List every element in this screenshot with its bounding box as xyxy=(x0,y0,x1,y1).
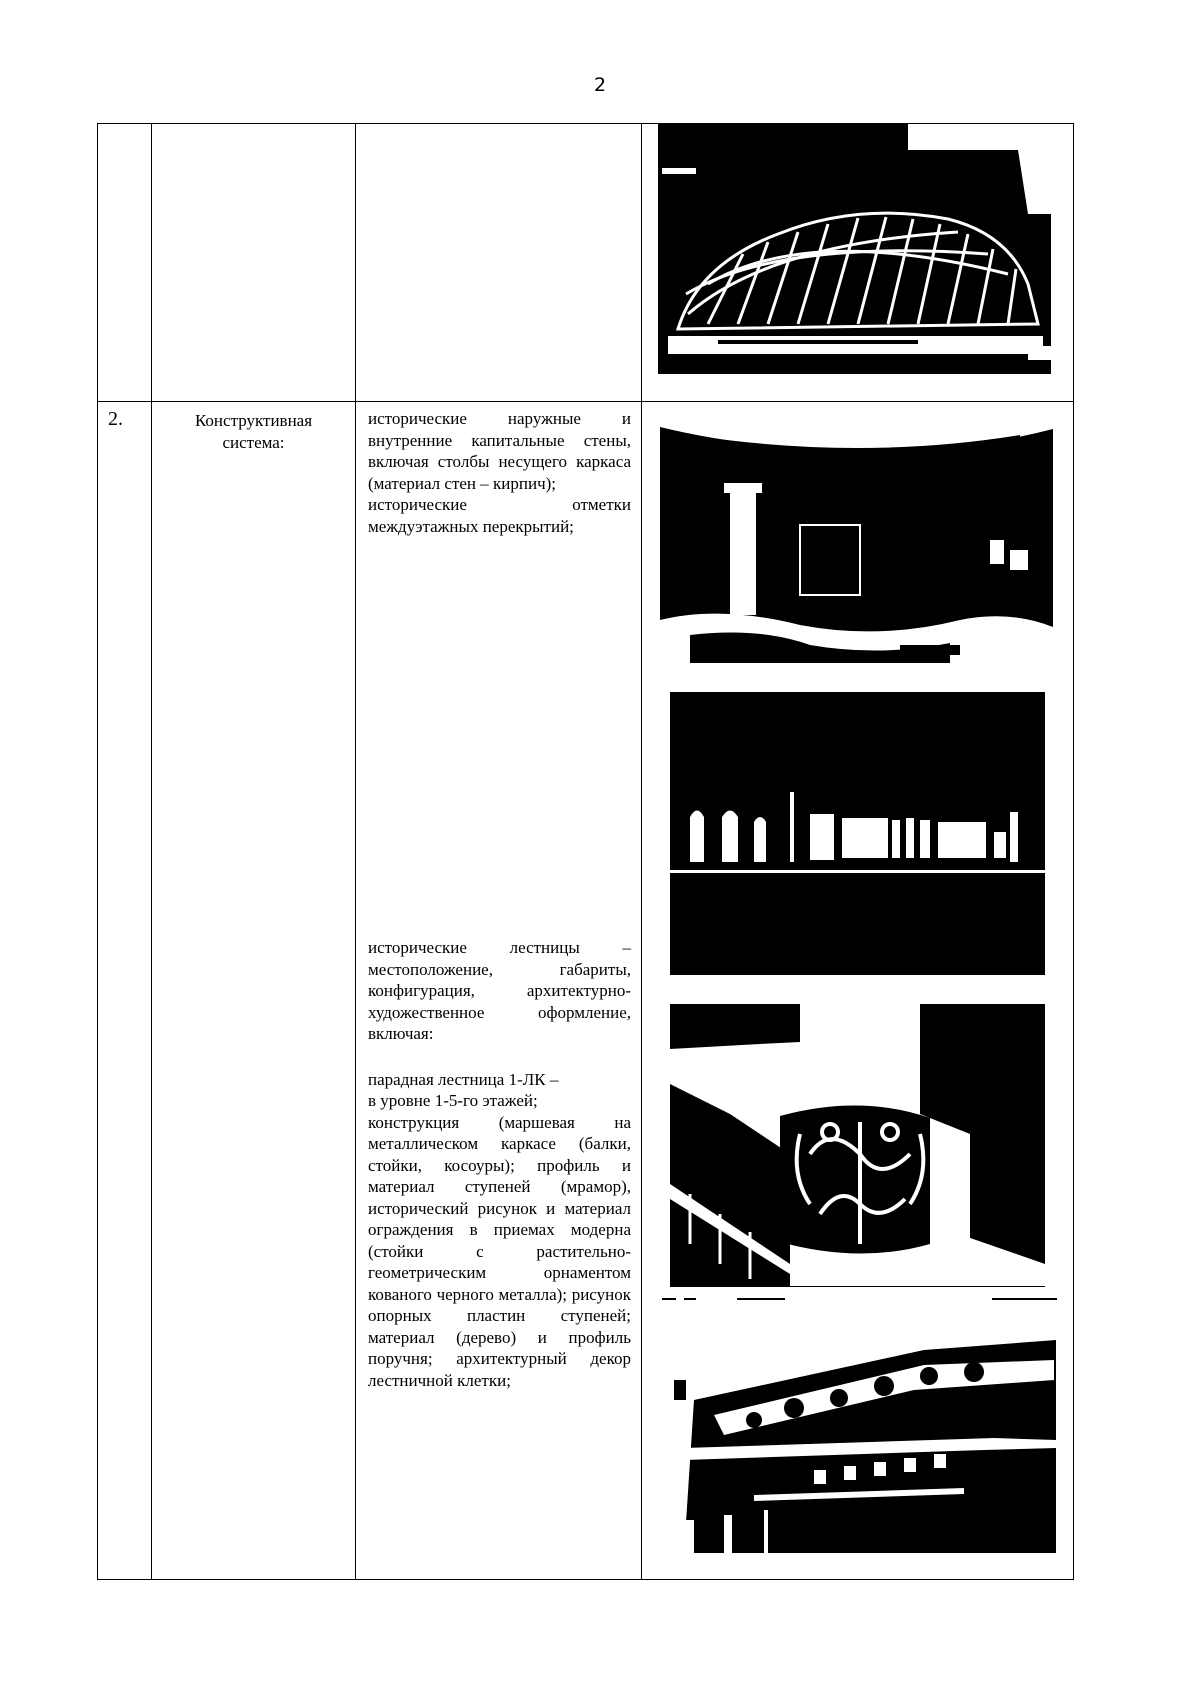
row-description-cell xyxy=(356,124,642,402)
row-photo-cell xyxy=(642,124,1074,402)
page-number: 2 xyxy=(593,74,607,96)
row-name-cell xyxy=(152,124,356,402)
row-name-cell xyxy=(152,402,356,1580)
row-photo-cell xyxy=(642,402,1074,1580)
table-row xyxy=(98,124,1074,402)
glass-dome-photo xyxy=(658,124,1051,374)
row-description-cell xyxy=(356,402,642,1580)
staircase-railing-photo xyxy=(670,1004,1045,1287)
attributes-table xyxy=(97,123,1074,1580)
staircase-flight-photo xyxy=(664,1320,1056,1553)
description-text: исторические наружные и внутренние капитальные стены, включая столбы несущего каркаса (материал стен – кирпич); исторические отметки междуэтажных перекрытий; исторические лестницы – местоположение, габариты, конфигурация, архитектурно-художественное оформление, включая: парадная лестница 1-ЛК – в уровне 1-5-го этажей; конструкция (маршевая на металлическом каркасе (балки, стойки, косоуры); профиль и материал ступеней (мрамор), исторический рисунок и материал ограждения в приемах модерна (стойки с растительно-геометрическим орнаментом кованого черного металла); рисунок опорных пластин ступеней; материал (дерево) и профиль поручня; архитектурный декор лестничной клетки; xyxy=(368,409,631,1390)
row-number-cell xyxy=(98,124,152,402)
photo-separator xyxy=(662,1297,1057,1303)
table-row xyxy=(98,402,1074,1580)
row-name: Конструктивная система: xyxy=(194,411,313,452)
arched-hall-photo xyxy=(670,692,1045,975)
interior-column-photo xyxy=(660,405,1053,663)
row-number-cell: 2. xyxy=(98,402,152,1580)
